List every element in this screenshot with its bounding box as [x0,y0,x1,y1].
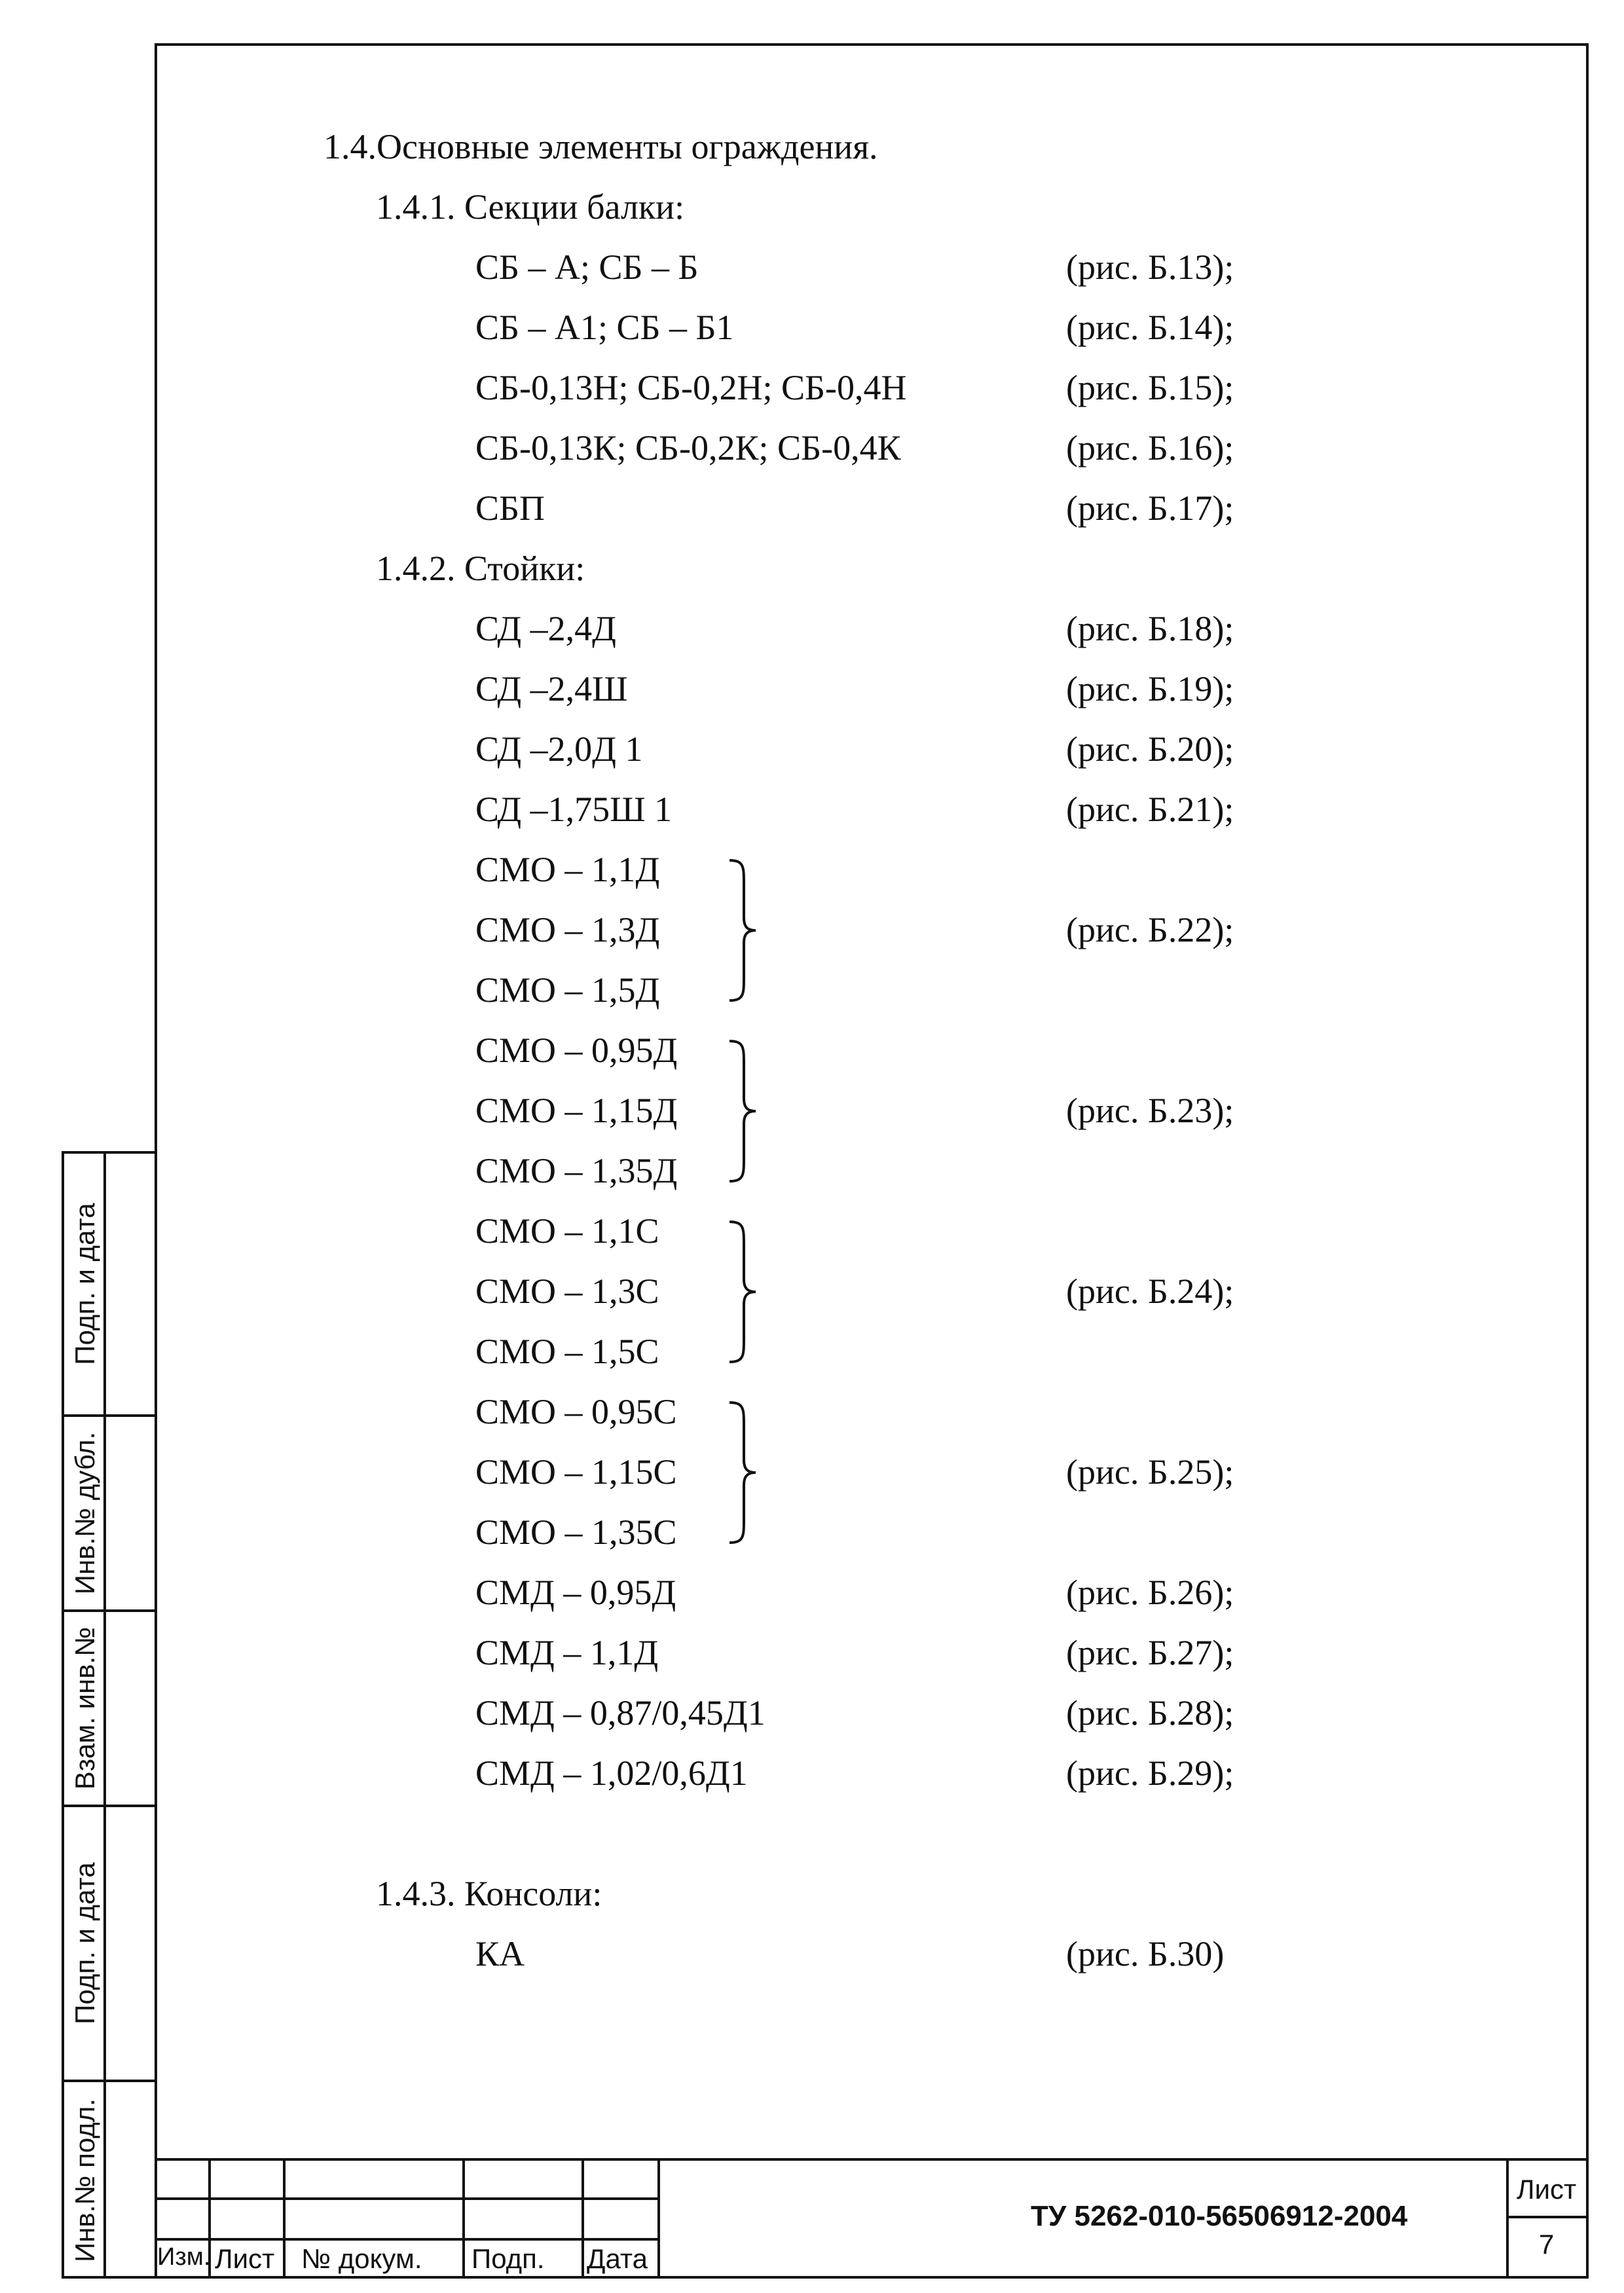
sheet-label: Лист [1517,2174,1577,2205]
side-stamp-label: Инв.№ подл. [69,2099,100,2262]
group-item-name: СМО – 1,35Д [475,1151,678,1190]
title-block-col-label: Изм. [157,2243,211,2271]
item-ref: (рис. Б.19); [1066,669,1234,708]
item-name: СД –2,4Ш [475,669,628,708]
item-ref: (рис. Б.29); [1066,1753,1234,1793]
curly-brace [727,858,766,1003]
section-heading: 1.4.Основные элементы ограждения. [323,127,878,166]
item-name: СМД – 1,02/0,6Д1 [475,1753,748,1793]
group-item-name: СМО – 1,1С [475,1211,659,1251]
group-item-name: СМО – 1,5Д [475,970,660,1010]
item-ref: (рис. Б.21); [1066,790,1234,829]
item-name: СБ – А; СБ – Б [475,248,699,287]
item-ref: (рис. Б.26); [1066,1573,1234,1612]
subsection-title-beams: 1.4.1. Секции балки: [376,187,685,227]
group-item-name: СМО – 1,5С [475,1332,659,1371]
item-ref: (рис. Б.20); [1066,729,1234,769]
side-stamp-row [64,1154,157,1414]
item-ref: (рис. Б.15); [1066,368,1234,407]
side-stamp-label: Подп. и дата [69,1862,100,2025]
group-item-name: СМО – 1,3С [475,1272,659,1311]
curly-brace [727,1038,766,1184]
item-ref: (рис. Б.27); [1066,1633,1234,1672]
item-name: СМД – 0,95Д [475,1573,676,1612]
curly-brace [727,1219,766,1365]
side-stamp-label: Подп. и дата [69,1203,100,1365]
group-item-name: СМО – 0,95Д [475,1031,678,1070]
item-ref: (рис. Б.17); [1066,488,1234,528]
item-name: СБ – А1; СБ – Б1 [475,308,734,347]
item-ref: (рис. Б.16); [1066,428,1234,468]
group-item-name: СМО – 1,15Д [475,1091,678,1130]
group-ref: (рис. Б.22); [1066,910,1234,949]
group-item-name: СМО – 1,15С [475,1452,677,1492]
item-name: СД –2,0Д 1 [475,729,643,769]
group-item-name: СМО – 0,95С [475,1392,677,1431]
side-stamp-row [64,1805,157,2080]
side-stamp-label: Инв.№ дубл. [69,1431,100,1595]
item-ref: (рис. Б.18); [1066,609,1234,648]
side-stamp-label: Взам. инв.№ [69,1626,100,1790]
group-item-name: СМО – 1,1Д [475,850,660,889]
item-name: СМД – 1,1Д [475,1633,659,1672]
title-block-col-label: № докум. [301,2243,422,2274]
item-name: СБ-0,13Н; СБ-0,2Н; СБ-0,4Н [475,368,907,407]
item-ref: (рис. Б.14); [1066,308,1234,347]
group-item-name: СМО – 1,35С [475,1513,677,1552]
item-ref: (рис. Б.30) [1066,1934,1225,1973]
item-ref: (рис. Б.13); [1066,248,1234,287]
item-name: КА [475,1934,525,1973]
item-name: СБ-0,13К; СБ-0,2К; СБ-0,4К [475,428,901,468]
group-ref: (рис. Б.24); [1066,1272,1234,1311]
curly-brace [727,1400,766,1545]
side-stamp-row [64,1414,157,1609]
item-name: СБП [475,488,545,528]
subsection-title-posts: 1.4.2. Стойки: [376,549,585,588]
document-code: ТУ 5262-010-56506912-2004 [1031,2200,1408,2232]
group-ref: (рис. Б.25); [1066,1452,1234,1492]
item-name: СД –2,4Д [475,609,616,648]
sheet-number: 7 [1539,2229,1555,2260]
group-ref: (рис. Б.23); [1066,1091,1234,1130]
group-item-name: СМО – 1,3Д [475,910,660,949]
subsection-title-consoles: 1.4.3. Консоли: [376,1874,602,1913]
title-block-col-label: Подп. [471,2243,545,2274]
side-stamp-row [64,1609,157,1805]
title-block [155,2158,1589,2279]
side-stamp [62,1151,157,2279]
item-name: СД –1,75Ш 1 [475,790,673,829]
title-block-col-label: Дата [587,2243,648,2274]
item-ref: (рис. Б.28); [1066,1693,1234,1733]
side-stamp-row [64,2080,157,2279]
title-block-col-label: Лист [215,2243,275,2274]
item-name: СМД – 0,87/0,45Д1 [475,1693,766,1733]
